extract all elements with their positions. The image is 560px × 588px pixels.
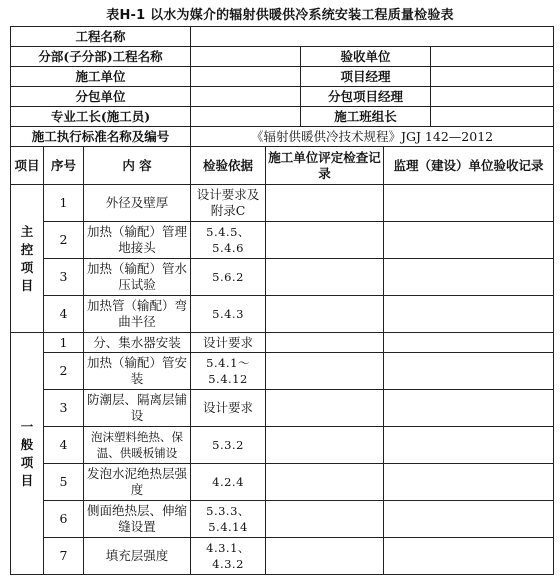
table-row [11, 353, 554, 390]
project-name-value[interactable] [191, 27, 554, 47]
supervision-record-cell[interactable] [384, 259, 554, 296]
supervision-record-cell[interactable] [384, 333, 554, 353]
row-basis: 5.3.2 [191, 427, 266, 464]
table-row [11, 464, 554, 501]
standard-value: 《辐射供暖供冷技术规程》JGJ 142—2012 [191, 127, 554, 147]
group-general: 一般项目 [11, 333, 44, 575]
col-supervision-record: 监理（建设）单位验收记录 [384, 147, 554, 185]
row-seq: 4 [44, 427, 84, 464]
acceptance-unit-value[interactable] [431, 47, 554, 67]
standard-label: 施工执行标准名称及编号 [11, 127, 191, 147]
row-content: 泡沫塑料绝热、保温、供暖板铺设 [84, 427, 191, 464]
table-row [11, 222, 554, 259]
supervision-record-cell[interactable] [384, 353, 554, 390]
col-basis: 检验依据 [191, 147, 266, 185]
table-row [11, 390, 554, 427]
row-content: 加热（输配）管安装 [84, 353, 191, 390]
row-content: 发泡水泥绝热层强度 [84, 464, 191, 501]
supervision-record-cell[interactable] [384, 390, 554, 427]
supervision-record-cell[interactable] [384, 538, 554, 575]
row-basis: 5.4.1～5.4.12 [191, 353, 266, 390]
construction-record-cell[interactable] [266, 185, 384, 222]
foreman-value[interactable] [191, 107, 301, 127]
supervision-record-cell[interactable] [384, 185, 554, 222]
row-basis: 5.4.5、5.4.6 [191, 222, 266, 259]
row-content: 加热（输配）管水压试验 [84, 259, 191, 296]
construction-record-cell[interactable] [266, 353, 384, 390]
page-title: 表H-1 以水为媒介的辐射供暖供冷系统安装工程质量检验表 [106, 8, 454, 23]
row-content: 外径及壁厚 [84, 185, 191, 222]
row-construction-unit [11, 67, 554, 87]
construction-record-cell[interactable] [266, 390, 384, 427]
subcontract-unit-value[interactable] [191, 87, 301, 107]
row-content: 加热管（输配）弯曲半径 [84, 296, 191, 333]
col-item: 项目 [11, 147, 44, 185]
row-seq: 3 [44, 390, 84, 427]
row-project-name [11, 27, 554, 47]
row-basis: 5.6.2 [191, 259, 266, 296]
row-seq: 1 [44, 333, 84, 353]
table-row [11, 538, 554, 575]
row-content: 分、集水器安装 [84, 333, 191, 353]
row-content: 填充层强度 [84, 538, 191, 575]
supervision-record-cell[interactable] [384, 464, 554, 501]
supervision-record-cell[interactable] [384, 501, 554, 538]
row-seq: 4 [44, 296, 84, 333]
table-row [11, 333, 554, 353]
construction-record-cell[interactable] [266, 296, 384, 333]
subcontract-unit-label: 分包单位 [11, 87, 191, 107]
team-leader-label: 施工班组长 [301, 107, 431, 127]
construction-record-cell[interactable] [266, 538, 384, 575]
subcontract-manager-label: 分包项目经理 [301, 87, 431, 107]
supervision-record-cell[interactable] [384, 427, 554, 464]
row-basis: 5.4.3 [191, 296, 266, 333]
row-foreman [11, 107, 554, 127]
supervision-record-cell[interactable] [384, 296, 554, 333]
row-seq: 5 [44, 464, 84, 501]
table-row [11, 427, 554, 464]
row-content: 侧面绝热层、伸缩缝设置 [84, 501, 191, 538]
row-seq: 3 [44, 259, 84, 296]
construction-record-cell[interactable] [266, 501, 384, 538]
subcontract-manager-value[interactable] [431, 87, 554, 107]
project-name-label: 工程名称 [11, 27, 191, 47]
inspection-table [10, 26, 554, 575]
table-row [11, 501, 554, 538]
row-basis: 5.3.3、5.4.14 [191, 501, 266, 538]
construction-record-cell[interactable] [266, 427, 384, 464]
supervision-record-cell[interactable] [384, 222, 554, 259]
col-seq: 序号 [44, 147, 84, 185]
row-basis: 设计要求 [191, 333, 266, 353]
row-basis: 4.3.1、4.3.2 [191, 538, 266, 575]
construction-record-cell[interactable] [266, 464, 384, 501]
col-content: 内 容 [84, 147, 191, 185]
construction-unit-value[interactable] [191, 67, 301, 87]
row-seq: 2 [44, 353, 84, 390]
construction-record-cell[interactable] [266, 259, 384, 296]
row-subcontract [11, 87, 554, 107]
row-sub-project [11, 47, 554, 67]
project-manager-value[interactable] [431, 67, 554, 87]
group-main: 主控项目 [11, 185, 44, 333]
column-header-row [11, 147, 554, 185]
row-seq: 6 [44, 501, 84, 538]
row-content: 加热（输配）管理地接头 [84, 222, 191, 259]
row-seq: 7 [44, 538, 84, 575]
acceptance-unit-label: 验收单位 [301, 47, 431, 67]
row-basis: 设计要求及附录C [191, 185, 266, 222]
sub-project-label: 分部(子分部)工程名称 [11, 47, 191, 67]
project-manager-label: 项目经理 [301, 67, 431, 87]
row-content: 防潮层、隔离层铺设 [84, 390, 191, 427]
row-standard [11, 127, 554, 147]
sub-project-value[interactable] [191, 47, 301, 67]
table-row [11, 185, 554, 222]
table-row [11, 259, 554, 296]
construction-record-cell[interactable] [266, 333, 384, 353]
foreman-label: 专业工长(施工员) [11, 107, 191, 127]
row-seq: 2 [44, 222, 84, 259]
team-leader-value[interactable] [431, 107, 554, 127]
construction-record-cell[interactable] [266, 222, 384, 259]
row-basis: 4.2.4 [191, 464, 266, 501]
row-seq: 1 [44, 185, 84, 222]
construction-unit-label: 施工单位 [11, 67, 191, 87]
col-construction-record: 施工单位评定检查记录 [266, 147, 384, 185]
row-basis: 设计要求 [191, 390, 266, 427]
table-row [11, 296, 554, 333]
